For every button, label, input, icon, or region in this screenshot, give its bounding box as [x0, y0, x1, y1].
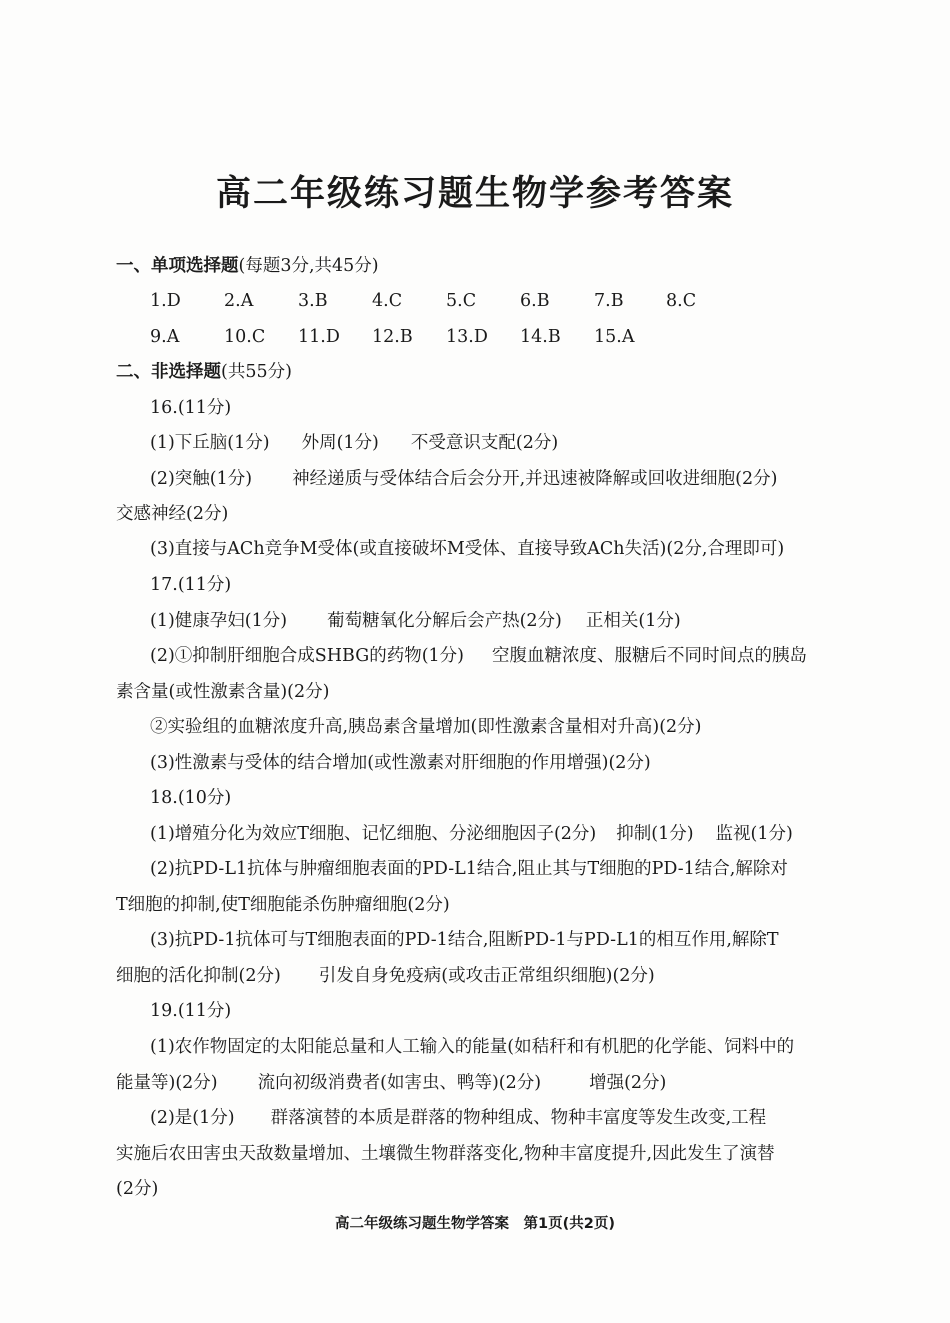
q18-part2: (2)抗PD-L1抗体与肿瘤细胞表面的PD-L1结合,阻止其与T细胞的PD-1结合,解除对: [150, 859, 788, 879]
q17-label: 17.(11分): [150, 575, 232, 595]
q16-part2-b: 神经递质与受体结合后会分开,并迅速被降解或回收进细胞(2分): [292, 469, 778, 489]
q19-label: 19.(11分): [150, 1001, 232, 1021]
answer-10: 10.C: [224, 327, 266, 347]
q17-part1-a: (1)健康孕妇(1分): [150, 611, 288, 631]
answer-11: 11.D: [298, 327, 340, 347]
q17-part2-a: (2)①抑制肝细胞合成SHBG的药物(1分): [150, 646, 464, 666]
q19-part1: (1)农作物固定的太阳能总量和人工输入的能量(如秸秆和有机肥的化学能、饲料中的: [150, 1037, 795, 1057]
page-title: 高二年级练习题生物学参考答案: [215, 174, 734, 214]
q16-part1-b: 外周(1分): [301, 433, 379, 453]
q17-part2: [150, 644, 807, 668]
section-1-heading: [116, 254, 379, 278]
answer-9: 9.A: [150, 327, 180, 347]
q17-part1-c: 正相关(1分): [585, 611, 681, 631]
q16-part3: (3)直接与ACh竞争M受体(或直接破坏M受体、直接导致ACh失活)(2分,合理即可): [150, 539, 785, 559]
q19-part2-cont: 实施后农田害虫天敌数量增加、土壤微生物群落变化,物种丰富度提升,因此发生了演替: [116, 1144, 775, 1164]
answer-15: 15.A: [594, 327, 635, 347]
q19-part2: [150, 1106, 766, 1130]
q19-part2-end: (2分): [116, 1179, 159, 1199]
answer-6: 6.B: [520, 291, 550, 311]
answer-4: 4.C: [372, 291, 403, 311]
q19-part1-c: 增强(2分): [589, 1073, 667, 1093]
answer-8: 8.C: [666, 291, 697, 311]
q18-part1: [150, 822, 793, 846]
section-2-title: 二、非选择题: [116, 362, 221, 382]
page-footer: 高二年级练习题生物学答案 第1页(共2页): [335, 1216, 615, 1232]
q18-part1-c: 监视(1分): [715, 824, 793, 844]
q17-part2-b: 空腹血糖浓度、服糖后不同时间点的胰岛: [492, 646, 807, 666]
q16-part1-a: (1)下丘脑(1分): [150, 433, 270, 453]
q17-part1: [150, 609, 681, 633]
q16-label: 16.(11分): [150, 398, 232, 418]
answer-7: 7.B: [594, 291, 624, 311]
q18-part3-b: 引发自身免疫病(或攻击正常组织细胞)(2分): [318, 966, 655, 986]
q18-part3-cont: [116, 964, 655, 988]
q19-part2-a: (2)是(1分): [150, 1108, 235, 1128]
q16-part2-cont: 交感神经(2分): [116, 504, 229, 524]
section-2-heading: [116, 360, 292, 384]
q19-part2-b: 群落演替的本质是群落的物种组成、物种丰富度等发生改变,工程: [270, 1108, 767, 1128]
answer-5: 5.C: [446, 291, 477, 311]
q18-part3: (3)抗PD-1抗体可与T细胞表面的PD-1结合,阻断PD-1与PD-L1的相互作用,解除T: [150, 930, 779, 950]
q16-part2-a: (2)突触(1分): [150, 469, 253, 489]
q19-part1-b: 流向初级消费者(如害虫、鸭等)(2分): [257, 1073, 542, 1093]
q17-part2-c: ②实验组的血糖浓度升高,胰岛素含量增加(即性激素含量相对升高)(2分): [150, 717, 702, 737]
answer-2: 2.A: [224, 291, 254, 311]
q18-label: 18.(10分): [150, 788, 232, 808]
answer-13: 13.D: [446, 327, 488, 347]
section-2-note: (共55分): [221, 362, 292, 382]
answer-12: 12.B: [372, 327, 413, 347]
q18-part1-a: (1)增殖分化为效应T细胞、记忆细胞、分泌细胞因子(2分): [150, 824, 597, 844]
q16-part1-c: 不受意识支配(2分): [410, 433, 559, 453]
section-1-note: (每题3分,共45分): [238, 256, 379, 276]
q18-part3-a: 细胞的活化抑制(2分): [116, 966, 281, 986]
answer-14: 14.B: [520, 327, 561, 347]
q17-part1-b: 葡萄糖氧化分解后会产热(2分): [327, 611, 562, 631]
answer-1: 1.D: [150, 291, 181, 311]
q19-part1-a: 能量等)(2分): [116, 1073, 218, 1093]
q19-part1-cont: [116, 1071, 666, 1095]
q18-part1-b: 抑制(1分): [616, 824, 694, 844]
q16-part1: [150, 431, 558, 455]
q18-part2-cont: T细胞的抑制,使T细胞能杀伤肿瘤细胞(2分): [116, 895, 450, 915]
q17-part3: (3)性激素与受体的结合增加(或性激素对肝细胞的作用增强)(2分): [150, 753, 651, 773]
answer-3: 3.B: [298, 291, 328, 311]
q16-part2: [150, 467, 777, 491]
q17-part2-cont: 素含量(或性激素含量)(2分): [116, 682, 330, 702]
section-1-title: 一、单项选择题: [116, 256, 239, 276]
